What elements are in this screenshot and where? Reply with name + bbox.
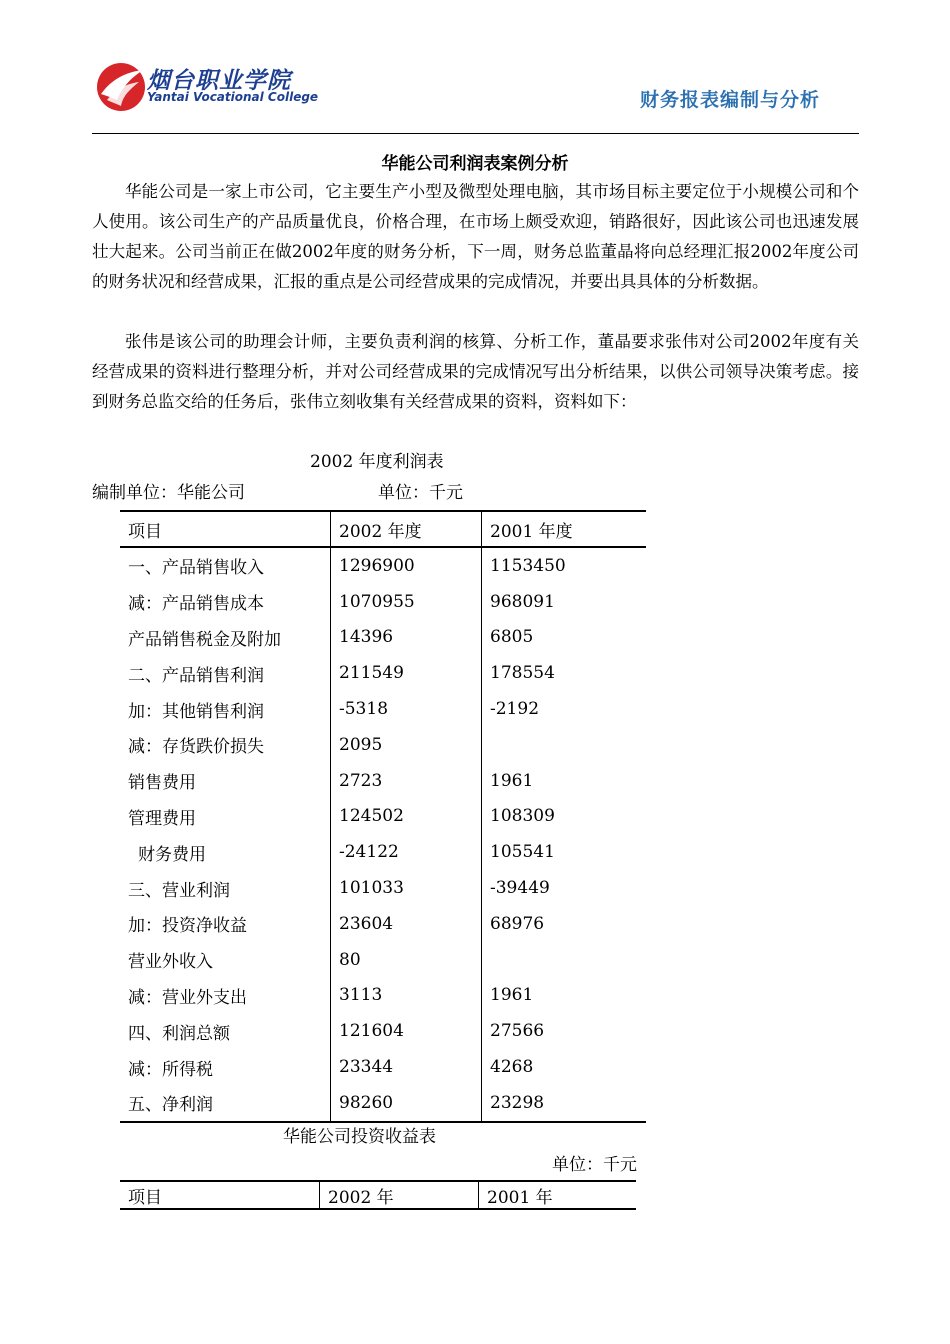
row-value-2001: 27566 xyxy=(482,1013,647,1049)
row-item-label: 减：所得税 xyxy=(128,1059,213,1080)
row-value-2001: 1153450 xyxy=(482,547,647,584)
row-value-2002: 1070955 xyxy=(331,584,482,620)
row-item-label: 三、营业利润 xyxy=(128,880,230,901)
table-row xyxy=(120,620,646,656)
college-emblem-icon xyxy=(95,60,147,114)
row-value-2002: 23604 xyxy=(331,906,482,942)
college-logo xyxy=(95,60,325,114)
income-statement-table xyxy=(120,510,646,1123)
row-value-2002: 121604 xyxy=(331,1013,482,1049)
table-row xyxy=(120,834,646,870)
table-row xyxy=(120,584,646,620)
paragraph-task: 张伟是该公司的助理会计师，主要负责利润的核算、分析工作，董晶要求张伟对公司2002年度有关经营成果的资料进行整理分析，并对公司经营成果的完成情况写出分析结果，以供公司领导决策考虑。接到财务总监交给的任务后，张伟立刻收集有关经营成果的资料，资料如下： xyxy=(92,332,859,411)
row-item-label: 减：营业外支出 xyxy=(128,987,247,1008)
document-title: 华能公司利润表案例分析 xyxy=(381,154,569,174)
column-header-2002: 2002 年度 xyxy=(331,511,482,547)
row-value-2001: 968091 xyxy=(482,584,647,620)
row-value-2002: -5318 xyxy=(331,691,482,727)
row-item-label: 加：其他销售利润 xyxy=(128,701,264,722)
table-header-row xyxy=(120,1181,636,1209)
table-row xyxy=(120,978,646,1014)
row-item-label: 销售费用 xyxy=(128,773,196,794)
row-item-label: 减：存货跌价损失 xyxy=(128,737,264,758)
row-item-label: 减：产品销售成本 xyxy=(128,594,264,615)
row-value-2002: 1296900 xyxy=(331,547,482,584)
table-row xyxy=(120,691,646,727)
header-divider xyxy=(92,133,859,134)
row-item-label: 管理费用 xyxy=(128,808,196,829)
row-value-2001: 1961 xyxy=(482,978,647,1014)
row-value-2001: -39449 xyxy=(482,870,647,906)
row-value-2002: 98260 xyxy=(331,1085,482,1122)
row-item-label: 五、净利润 xyxy=(128,1095,213,1116)
row-value-2002: 23344 xyxy=(331,1049,482,1085)
row-value-2002: 124502 xyxy=(331,799,482,835)
currency-unit: 单位：千元 xyxy=(378,483,463,503)
income-statement-title: 2002 年度利润表 xyxy=(310,452,444,472)
column-header-item: 项目 xyxy=(120,511,331,547)
row-value-2002: 101033 xyxy=(331,870,482,906)
row-item-label: 二、产品销售利润 xyxy=(128,665,264,686)
row-value-2001: 4268 xyxy=(482,1049,647,1085)
investment-income-title: 华能公司投资收益表 xyxy=(283,1127,436,1147)
row-value-2002: 14396 xyxy=(331,620,482,656)
row-value-2001: 1961 xyxy=(482,763,647,799)
preparer-unit: 编制单位：华能公司 xyxy=(92,483,245,503)
column-header-2001: 2001 年 xyxy=(479,1181,637,1209)
row-value-2001: 108309 xyxy=(482,799,647,835)
logo-chinese-name: 烟台职业学院 xyxy=(147,68,291,94)
row-value-2001: 23298 xyxy=(482,1085,647,1122)
row-value-2001 xyxy=(482,727,647,763)
row-value-2002: -24122 xyxy=(331,834,482,870)
investment-income-table xyxy=(120,1180,636,1210)
table-row xyxy=(120,1085,646,1122)
row-item-label: 产品销售税金及附加 xyxy=(128,629,281,650)
row-item-label: 一、产品销售收入 xyxy=(128,558,264,579)
row-item-label: 加：投资净收益 xyxy=(128,916,247,937)
course-title: 财务报表编制与分析 xyxy=(639,89,820,111)
table-row xyxy=(120,906,646,942)
table-row xyxy=(120,1049,646,1085)
row-value-2002: 2095 xyxy=(331,727,482,763)
table-row xyxy=(120,655,646,691)
row-value-2001: 105541 xyxy=(482,834,647,870)
column-header-item: 项目 xyxy=(120,1181,320,1209)
row-item-label: 营业外收入 xyxy=(128,952,213,973)
table-row xyxy=(120,1013,646,1049)
row-value-2001: 68976 xyxy=(482,906,647,942)
row-value-2001: -2192 xyxy=(482,691,647,727)
row-value-2001: 6805 xyxy=(482,620,647,656)
logo-english-name: Yantai Vocational College xyxy=(147,90,319,104)
column-header-2001: 2001 年度 xyxy=(482,511,647,547)
row-value-2002: 211549 xyxy=(331,655,482,691)
income-statement-meta xyxy=(92,478,463,503)
page-header xyxy=(0,0,950,136)
table-row xyxy=(120,763,646,799)
table-header-row xyxy=(120,511,646,547)
row-value-2001 xyxy=(482,942,647,978)
table-row xyxy=(120,942,646,978)
row-item-label: 四、利润总额 xyxy=(128,1023,230,1044)
row-value-2002: 2723 xyxy=(331,763,482,799)
row-item-label: 财务费用 xyxy=(138,844,206,865)
row-value-2002: 3113 xyxy=(331,978,482,1014)
column-header-2002: 2002 年 xyxy=(320,1181,479,1209)
row-value-2002: 80 xyxy=(331,942,482,978)
table-row xyxy=(120,547,646,584)
row-value-2001: 178554 xyxy=(482,655,647,691)
table-row xyxy=(120,727,646,763)
paragraph-intro: 华能公司是一家上市公司，它主要生产小型及微型处理电脑，其市场目标主要定位于小规模公司和个人使用。该公司生产的产品质量优良，价格合理，在市场上颇受欢迎，销路很好，因此该公司也迅速发展壮大起来。公司当前正在做2002年度的财务分析，下一周，财务总监董晶将向总经理汇报2002年度公司的财务状况和经营成果，汇报的重点是公司经营成果的完成情况，并要出具具体的分析数据。 xyxy=(92,182,859,291)
table-row xyxy=(120,799,646,835)
investment-income-unit: 单位：千元 xyxy=(552,1155,637,1175)
table-row xyxy=(120,870,646,906)
